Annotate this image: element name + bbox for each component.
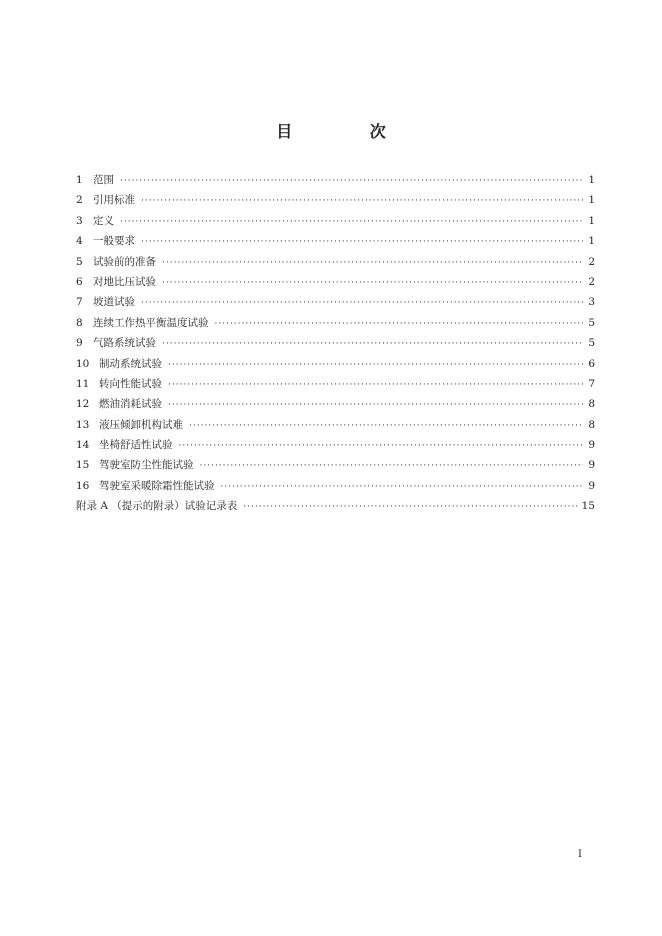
toc-entry-page: 5 bbox=[588, 316, 595, 329]
leader-dots bbox=[200, 461, 584, 471]
toc-entry-page: 1 bbox=[588, 214, 595, 227]
toc-entry-label: 气路系统试验 bbox=[93, 337, 156, 350]
toc-entry-4[interactable] bbox=[76, 233, 595, 253]
leader-dots bbox=[189, 421, 583, 431]
toc-entry-3[interactable] bbox=[76, 213, 595, 233]
toc-entry-page: 5 bbox=[588, 337, 595, 350]
toc-entry-8[interactable] bbox=[76, 315, 595, 335]
leader-dots bbox=[168, 400, 583, 410]
toc-entry-number: 7 bbox=[76, 296, 83, 309]
toc-entry-label: 引用标准 bbox=[93, 194, 135, 207]
toc-entry-page: 7 bbox=[588, 377, 595, 390]
toc-entry-number: 10 bbox=[76, 357, 90, 370]
leader-dots bbox=[215, 319, 584, 329]
toc-entry-number: 9 bbox=[76, 337, 83, 350]
leader-dots bbox=[168, 360, 583, 370]
page-number-footer: I bbox=[578, 849, 582, 860]
toc-entry-label: 坐椅舒适性试验 bbox=[99, 439, 173, 452]
toc-entry-11[interactable] bbox=[76, 376, 595, 396]
toc-entry-label: 试验前的准备 bbox=[93, 255, 156, 268]
toc-entry-page: 15 bbox=[581, 500, 595, 513]
toc-entry-label: 坡道试验 bbox=[93, 296, 135, 309]
toc-entry-number: 8 bbox=[76, 316, 83, 329]
toc-entry-number: 3 bbox=[76, 214, 83, 227]
toc-entry-label: 定义 bbox=[93, 214, 114, 227]
toc-entry-label: 对地比压试验 bbox=[93, 275, 156, 288]
toc-entry-16[interactable] bbox=[76, 478, 595, 498]
table-of-contents bbox=[76, 172, 595, 519]
toc-entry-label: 燃油消耗试验 bbox=[99, 398, 162, 411]
leader-dots bbox=[141, 196, 583, 206]
toc-entry-9[interactable] bbox=[76, 335, 595, 355]
toc-entry-label: 液压倾卸机构试难 bbox=[99, 418, 183, 431]
leader-dots bbox=[168, 380, 583, 390]
leader-dots bbox=[243, 502, 577, 512]
toc-entry-appendix[interactable] bbox=[76, 498, 595, 518]
leader-dots bbox=[141, 298, 583, 308]
toc-entry-number: 5 bbox=[76, 255, 83, 268]
toc-entry-page: 3 bbox=[588, 296, 595, 309]
toc-entry-1[interactable] bbox=[76, 172, 595, 192]
toc-entry-page: 9 bbox=[588, 479, 595, 492]
toc-entry-label: 驾驶室防尘性能试验 bbox=[99, 459, 194, 472]
toc-entry-number: 11 bbox=[76, 377, 90, 390]
toc-entry-number: 6 bbox=[76, 275, 83, 288]
leader-dots bbox=[120, 217, 583, 227]
toc-entry-page: 2 bbox=[588, 275, 595, 288]
leader-dots bbox=[179, 441, 584, 451]
toc-entry-number: 1 bbox=[76, 174, 83, 186]
toc-entry-15[interactable] bbox=[76, 457, 595, 477]
toc-appendix-label: 附录 A （提示的附录）试验记录表 bbox=[76, 500, 238, 513]
leader-dots bbox=[162, 258, 583, 268]
toc-entry-page: 2 bbox=[588, 255, 595, 268]
toc-entry-12[interactable] bbox=[76, 396, 595, 416]
toc-entry-2[interactable] bbox=[76, 192, 595, 212]
toc-entry-page: 8 bbox=[588, 418, 595, 431]
toc-entry-page: 9 bbox=[588, 459, 595, 472]
toc-entry-number: 2 bbox=[76, 194, 83, 207]
toc-entry-label: 驾驶室采暖除霜性能试验 bbox=[99, 479, 215, 492]
toc-entry-13[interactable] bbox=[76, 417, 595, 437]
toc-entry-number: 4 bbox=[76, 235, 83, 248]
toc-entry-label: 转向性能试验 bbox=[99, 377, 162, 390]
toc-entry-page: 8 bbox=[588, 398, 595, 411]
toc-entry-6[interactable] bbox=[76, 274, 595, 294]
toc-entry-number: 14 bbox=[76, 439, 90, 452]
toc-entry-number: 13 bbox=[76, 418, 90, 431]
toc-entry-page: 1 bbox=[588, 235, 595, 248]
toc-entry-7[interactable] bbox=[76, 294, 595, 314]
page-title: 目 次 bbox=[276, 122, 422, 141]
toc-entry-label: 范围 bbox=[93, 174, 114, 186]
leader-dots bbox=[162, 278, 583, 288]
toc-entry-label: 一般要求 bbox=[93, 235, 135, 248]
toc-entry-page: 1 bbox=[588, 174, 595, 186]
toc-entry-number: 15 bbox=[76, 459, 90, 472]
leader-dots bbox=[141, 237, 583, 247]
toc-entry-14[interactable] bbox=[76, 437, 595, 457]
toc-entry-page: 1 bbox=[588, 194, 595, 207]
toc-entry-label: 制动系统试验 bbox=[99, 357, 162, 370]
leader-dots bbox=[120, 176, 583, 186]
toc-entry-10[interactable] bbox=[76, 356, 595, 376]
leader-dots bbox=[162, 339, 583, 349]
toc-entry-page: 6 bbox=[588, 357, 595, 370]
toc-entry-number: 16 bbox=[76, 479, 90, 492]
toc-entry-page: 9 bbox=[588, 439, 595, 452]
toc-entry-5[interactable] bbox=[76, 254, 595, 274]
toc-entry-number: 12 bbox=[76, 398, 90, 411]
leader-dots bbox=[221, 482, 584, 492]
toc-entry-label: 连续工作热平衡温度试验 bbox=[93, 316, 209, 329]
